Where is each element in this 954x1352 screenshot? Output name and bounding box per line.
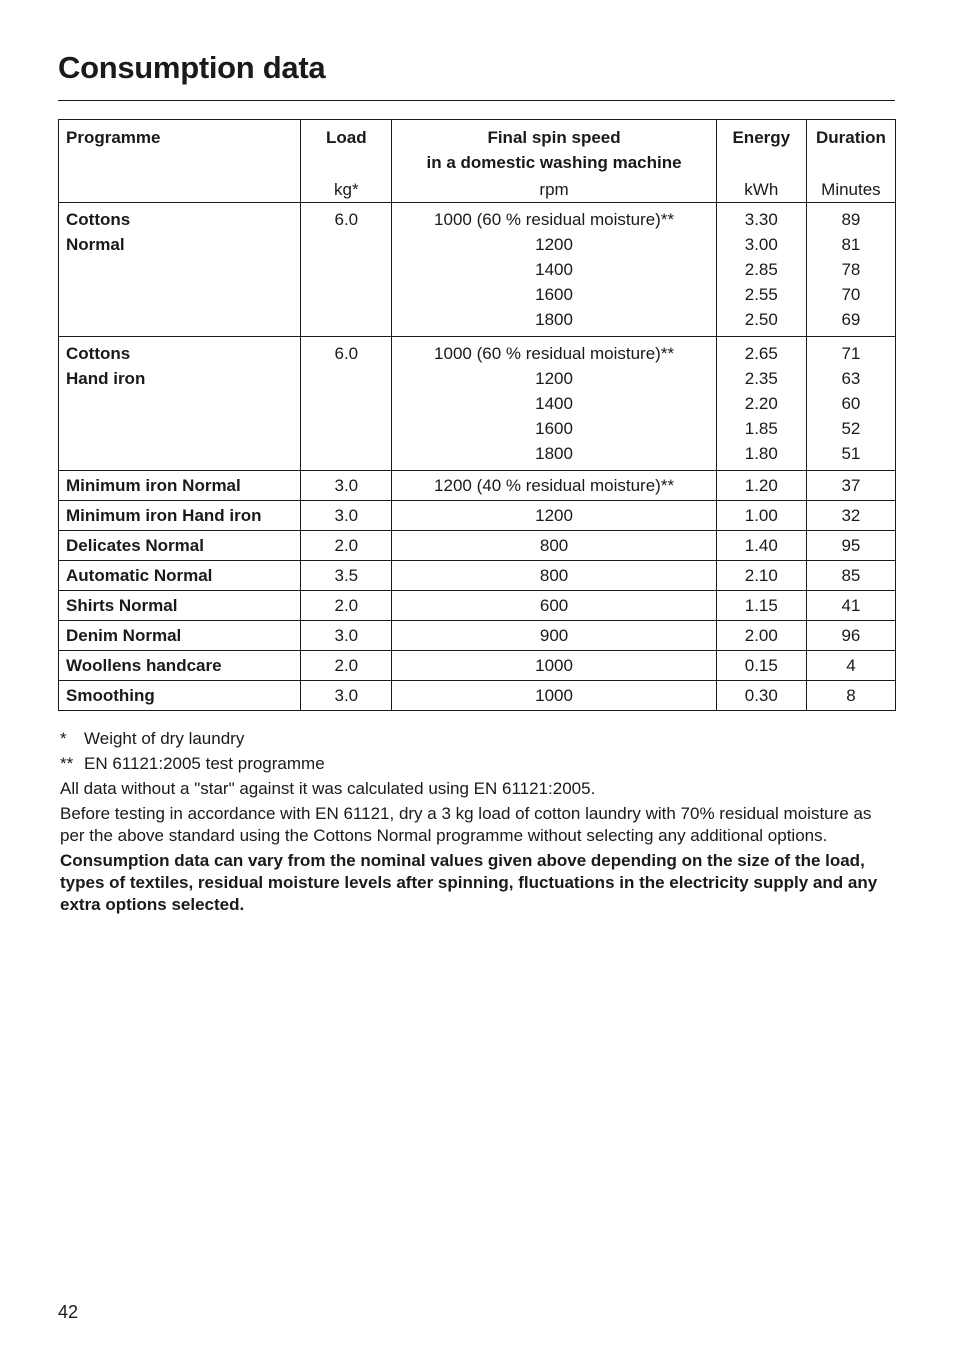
- energy-value: 3.00: [744, 235, 778, 254]
- spin-value: 1800: [535, 444, 573, 463]
- programme-cell: Delicates Normal: [59, 531, 301, 561]
- spin-value: 1600: [535, 285, 573, 304]
- spin-cell: 900: [392, 621, 716, 651]
- programme-cell: Smoothing: [59, 681, 301, 711]
- energy-value: 2.65: [744, 344, 778, 363]
- programme-cell: Denim Normal: [59, 621, 301, 651]
- load-cell: 2.0: [301, 531, 392, 561]
- load-cell: [301, 203, 392, 337]
- energy-cell: 0.30: [716, 681, 806, 711]
- footnote-text: EN 61121:2005 test programme: [84, 754, 325, 773]
- energy-cell: 2.10: [716, 561, 806, 591]
- spin-cell: 1200 (40 % residual moisture)**: [392, 471, 716, 501]
- duration-cell: [806, 337, 895, 471]
- load-cell: 3.0: [301, 501, 392, 531]
- programme-cell: Minimum iron Normal: [59, 471, 301, 501]
- energy-cell: 1.20: [716, 471, 806, 501]
- programme-cell: [59, 203, 301, 337]
- table-row: [59, 681, 896, 711]
- spin-cell: 800: [392, 531, 716, 561]
- duration-value: 81: [841, 235, 861, 254]
- energy-cell: 2.00: [716, 621, 806, 651]
- duration-value: 70: [841, 285, 861, 304]
- header-load: [301, 120, 392, 203]
- load-cell: 2.0: [301, 591, 392, 621]
- footnote-text: Weight of dry laundry: [84, 729, 245, 748]
- spin-cell: 1200: [392, 501, 716, 531]
- energy-value: 2.20: [744, 394, 778, 413]
- duration-cell: 32: [806, 501, 895, 531]
- header-spin-unit: rpm: [539, 180, 569, 199]
- load-value: 6.0: [334, 344, 359, 363]
- table-row: [59, 337, 896, 471]
- load-cell: 3.0: [301, 471, 392, 501]
- table-row: [59, 531, 896, 561]
- spin-cell: [392, 337, 716, 471]
- programme-name: Cottons: [66, 210, 131, 229]
- duration-cell: 4: [806, 651, 895, 681]
- header-duration-unit: Minutes: [821, 180, 881, 199]
- spin-cell: 800: [392, 561, 716, 591]
- duration-cell: 37: [806, 471, 895, 501]
- table-row: [59, 621, 896, 651]
- page-title: Consumption data: [58, 50, 326, 85]
- energy-value: 3.30: [744, 210, 778, 229]
- load-value: 6.0: [334, 210, 359, 229]
- header-spin-title-1: Final spin speed: [487, 128, 621, 147]
- load-cell: 3.0: [301, 681, 392, 711]
- energy-cell: 1.15: [716, 591, 806, 621]
- energy-value: 2.55: [744, 285, 778, 304]
- programme-name: Cottons: [66, 344, 131, 363]
- energy-value: 2.85: [744, 260, 778, 279]
- page-number: 42: [58, 1302, 79, 1322]
- footnote-test-programme: [60, 753, 890, 775]
- duration-value: 60: [841, 394, 861, 413]
- duration-value: 69: [841, 310, 861, 329]
- header-load-unit: kg*: [334, 180, 359, 199]
- footnote-mark: *: [60, 729, 67, 748]
- duration-cell: 8: [806, 681, 895, 711]
- duration-value: 52: [841, 419, 861, 438]
- duration-value: 51: [841, 444, 861, 463]
- energy-value: 1.85: [744, 419, 778, 438]
- table-row: [59, 651, 896, 681]
- table-row: [59, 203, 896, 337]
- header-spin: [392, 120, 716, 203]
- duration-cell: 96: [806, 621, 895, 651]
- spin-cell: [392, 203, 716, 337]
- duration-value: 63: [841, 369, 861, 388]
- spin-value: 1800: [535, 310, 573, 329]
- spin-value: 1600: [535, 419, 573, 438]
- table-row: [59, 471, 896, 501]
- spin-value: 1000 (60 % residual moisture)**: [434, 210, 675, 229]
- duration-cell: 85: [806, 561, 895, 591]
- programme-variant: Normal: [66, 235, 125, 254]
- table-row: [59, 591, 896, 621]
- programme-cell: [59, 337, 301, 471]
- spin-cell: 1000: [392, 651, 716, 681]
- header-spin-title-2: in a domestic washing machine: [426, 153, 682, 172]
- note-paragraph: Before testing in accordance with EN 61121, dry a 3 kg load of cotton laundry with 70% residual moisture as per the above standard using the Cottons Normal programme without selecting any additional options.: [60, 804, 872, 845]
- header-duration: [806, 120, 895, 203]
- load-cell: 2.0: [301, 651, 392, 681]
- spin-value: 1200: [535, 369, 573, 388]
- header-duration-title: Duration: [815, 128, 886, 147]
- programme-variant: Hand iron: [66, 369, 146, 388]
- spin-value: 1400: [535, 260, 573, 279]
- load-cell: 3.5: [301, 561, 392, 591]
- consumption-table: [58, 119, 896, 711]
- energy-value: 2.35: [744, 369, 778, 388]
- energy-value: 1.80: [744, 444, 778, 463]
- spin-value: 1000 (60 % residual moisture)**: [434, 344, 675, 363]
- load-cell: 3.0: [301, 621, 392, 651]
- energy-cell: 0.15: [716, 651, 806, 681]
- duration-cell: 95: [806, 531, 895, 561]
- duration-cell: 41: [806, 591, 895, 621]
- note-paragraph: All data without a "star" against it was calculated using EN 61121:2005.: [60, 779, 596, 798]
- programme-cell: Shirts Normal: [59, 591, 301, 621]
- energy-cell: [716, 203, 806, 337]
- spin-value: 1200: [535, 235, 573, 254]
- header-programme-title: Programme: [66, 128, 161, 147]
- spin-cell: 600: [392, 591, 716, 621]
- energy-cell: 1.00: [716, 501, 806, 531]
- duration-value: 71: [841, 344, 861, 363]
- spin-value: 1400: [535, 394, 573, 413]
- header-programme: [59, 120, 301, 203]
- title-divider: [58, 100, 895, 101]
- header-energy-unit: kWh: [744, 180, 779, 199]
- programme-cell: Minimum iron Hand iron: [59, 501, 301, 531]
- header-energy: [716, 120, 806, 203]
- notes-section: [60, 728, 890, 919]
- energy-cell: 1.40: [716, 531, 806, 561]
- programme-cell: Automatic Normal: [59, 561, 301, 591]
- energy-cell: [716, 337, 806, 471]
- spin-cell: 1000: [392, 681, 716, 711]
- table-header-row: [59, 120, 896, 203]
- footnote-mark: **: [60, 754, 74, 773]
- load-cell: [301, 337, 392, 471]
- duration-value: 89: [841, 210, 861, 229]
- table-row: [59, 501, 896, 531]
- duration-cell: [806, 203, 895, 337]
- header-energy-title: Energy: [732, 128, 791, 147]
- programme-cell: Woollens handcare: [59, 651, 301, 681]
- energy-value: 2.50: [744, 310, 778, 329]
- footnote-weight: [60, 728, 890, 750]
- note-warning: Consumption data can vary from the nominal values given above depending on the size of the load, types of textiles, residual moisture levels after spinning, fluctuations in the electricity supply and any extra options selected.: [60, 851, 878, 914]
- duration-value: 78: [841, 260, 861, 279]
- table-row: [59, 561, 896, 591]
- header-load-title: Load: [326, 128, 367, 147]
